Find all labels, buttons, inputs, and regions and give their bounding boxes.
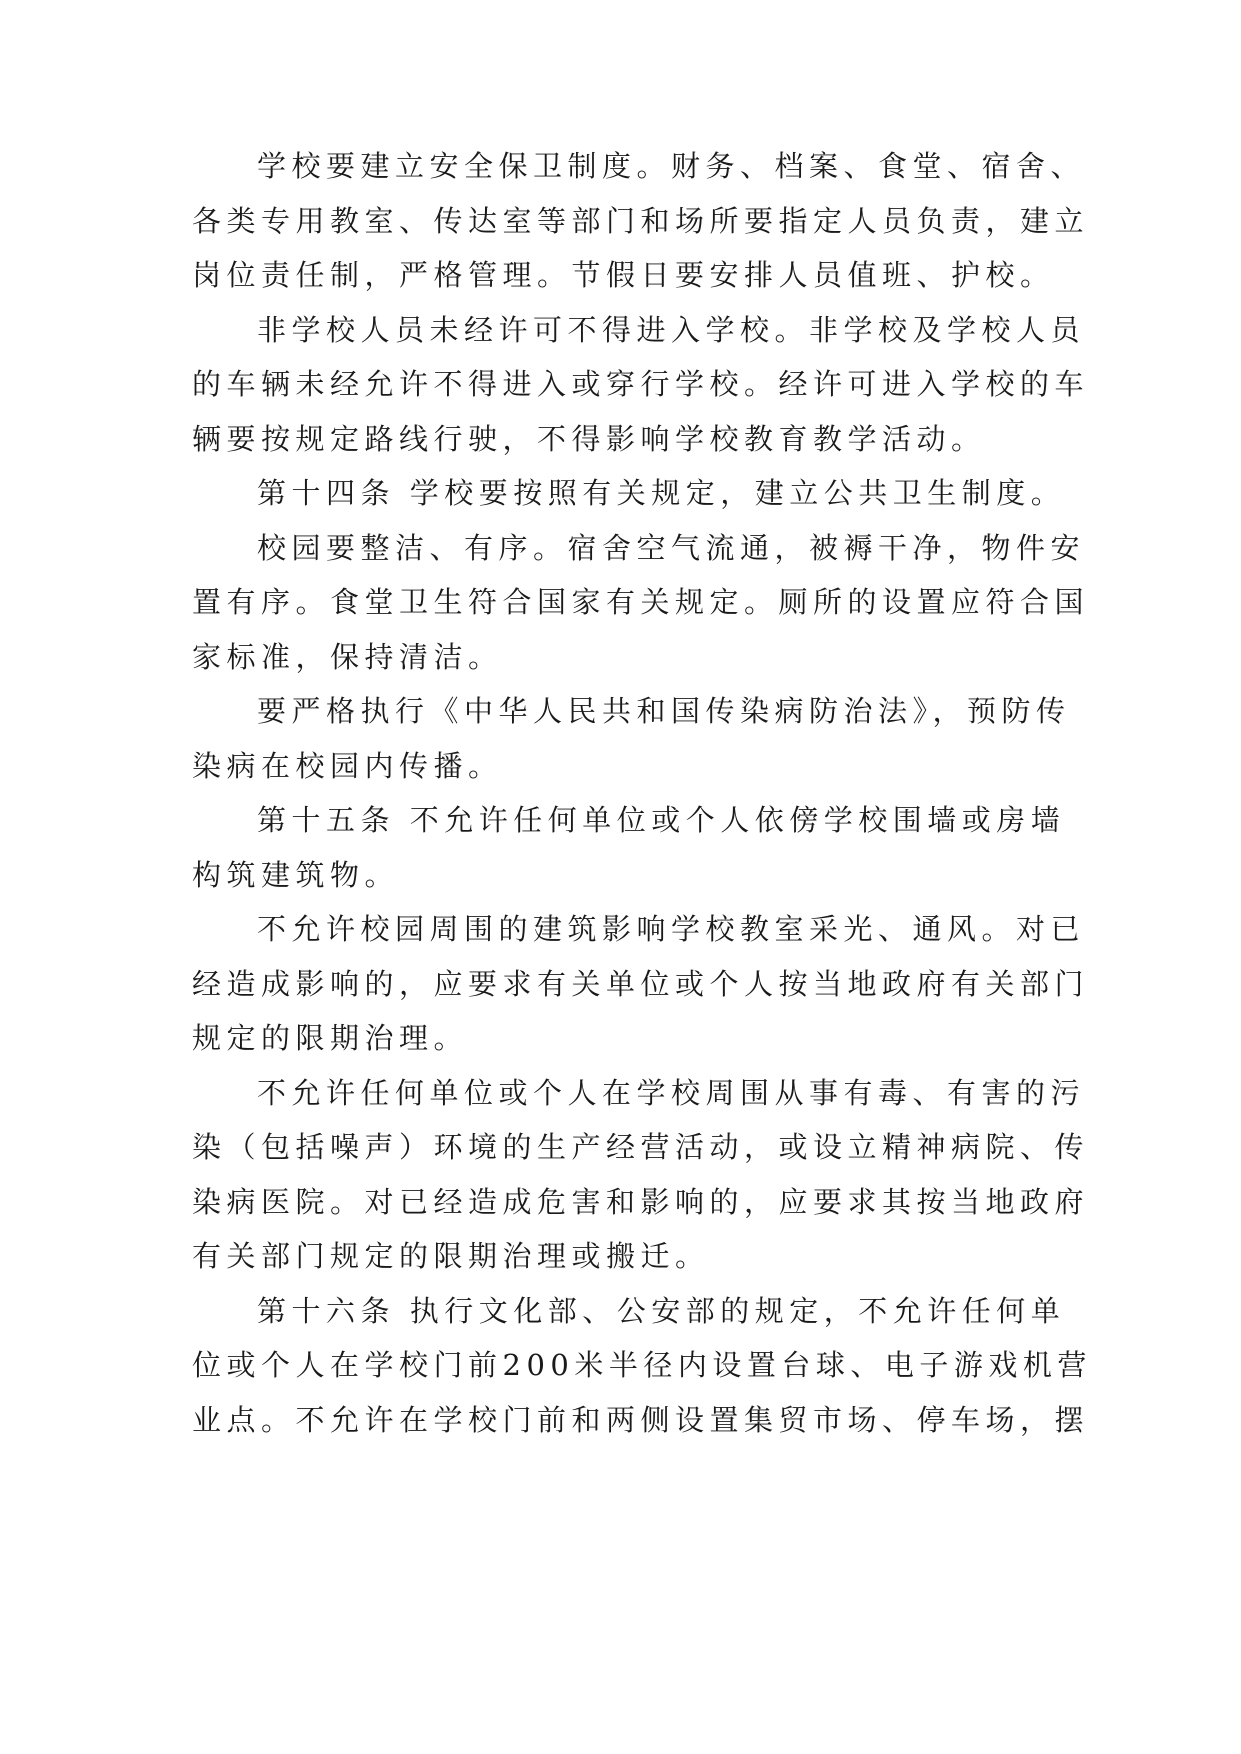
text-line: 第十四条 学校要按照有关规定，建立公共卫生制度。 — [257, 476, 1066, 510]
text-line: 学校要建立安全保卫制度。财务、档案、食堂、宿舍、 — [257, 149, 1086, 183]
text-line: 要严格执行《中华人民共和国传染病防治法》，预防传 — [257, 694, 1071, 728]
text-line: 染病在校园内传播。 — [192, 749, 503, 783]
text-line: 染（包括噪声）环境的生产经营活动，或设立精神病院、传 — [192, 1130, 1090, 1164]
text-line: 规定的限期治理。 — [192, 1021, 469, 1055]
text-line: 经造成影响的，应要求有关单位或个人按当地政府有关部门 — [192, 967, 1090, 1001]
text-line: 的车辆未经允许不得进入或穿行学校。经许可进入学校的车 — [192, 367, 1090, 401]
text-line: 业点。不允许在学校门前和两侧设置集贸市场、停车场，摆 — [192, 1403, 1090, 1437]
text-line: 岗位责任制，严格管理。节假日要安排人员值班、护校。 — [192, 258, 1055, 292]
text-line: 构筑建筑物。 — [192, 858, 400, 892]
text-line: 第十六条 执行文化部、公安部的规定，不允许任何单 — [257, 1294, 1066, 1328]
text-line: 染病医院。对已经造成危害和影响的，应要求其按当地政府 — [192, 1185, 1090, 1219]
text-line: 不允许校园周围的建筑影响学校教室采光、通风。对已 — [257, 912, 1086, 946]
text-line: 置有序。食堂卫生符合国家有关规定。厕所的设置应符合国 — [192, 585, 1090, 619]
text-line: 各类专用教室、传达室等部门和场所要指定人员负责，建立 — [192, 204, 1090, 238]
text-line: 有关部门规定的限期治理或搬迁。 — [192, 1239, 710, 1273]
text-line: 非学校人员未经许可不得进入学校。非学校及学校人员 — [257, 313, 1086, 347]
text-line: 校园要整洁、有序。宿舍空气流通，被褥干净，物件安 — [257, 531, 1086, 565]
text-line: 第十五条 不允许任何单位或个人依傍学校围墙或房墙 — [257, 803, 1066, 837]
text-line: 不允许任何单位或个人在学校周围从事有毒、有害的污 — [257, 1076, 1086, 1110]
text-line: 位或个人在学校门前200米半径内设置台球、电子游戏机营 — [192, 1348, 1092, 1382]
text-line: 家标准，保持清洁。 — [192, 640, 503, 674]
text-line: 辆要按规定路线行驶，不得影响学校教育教学活动。 — [192, 422, 986, 456]
